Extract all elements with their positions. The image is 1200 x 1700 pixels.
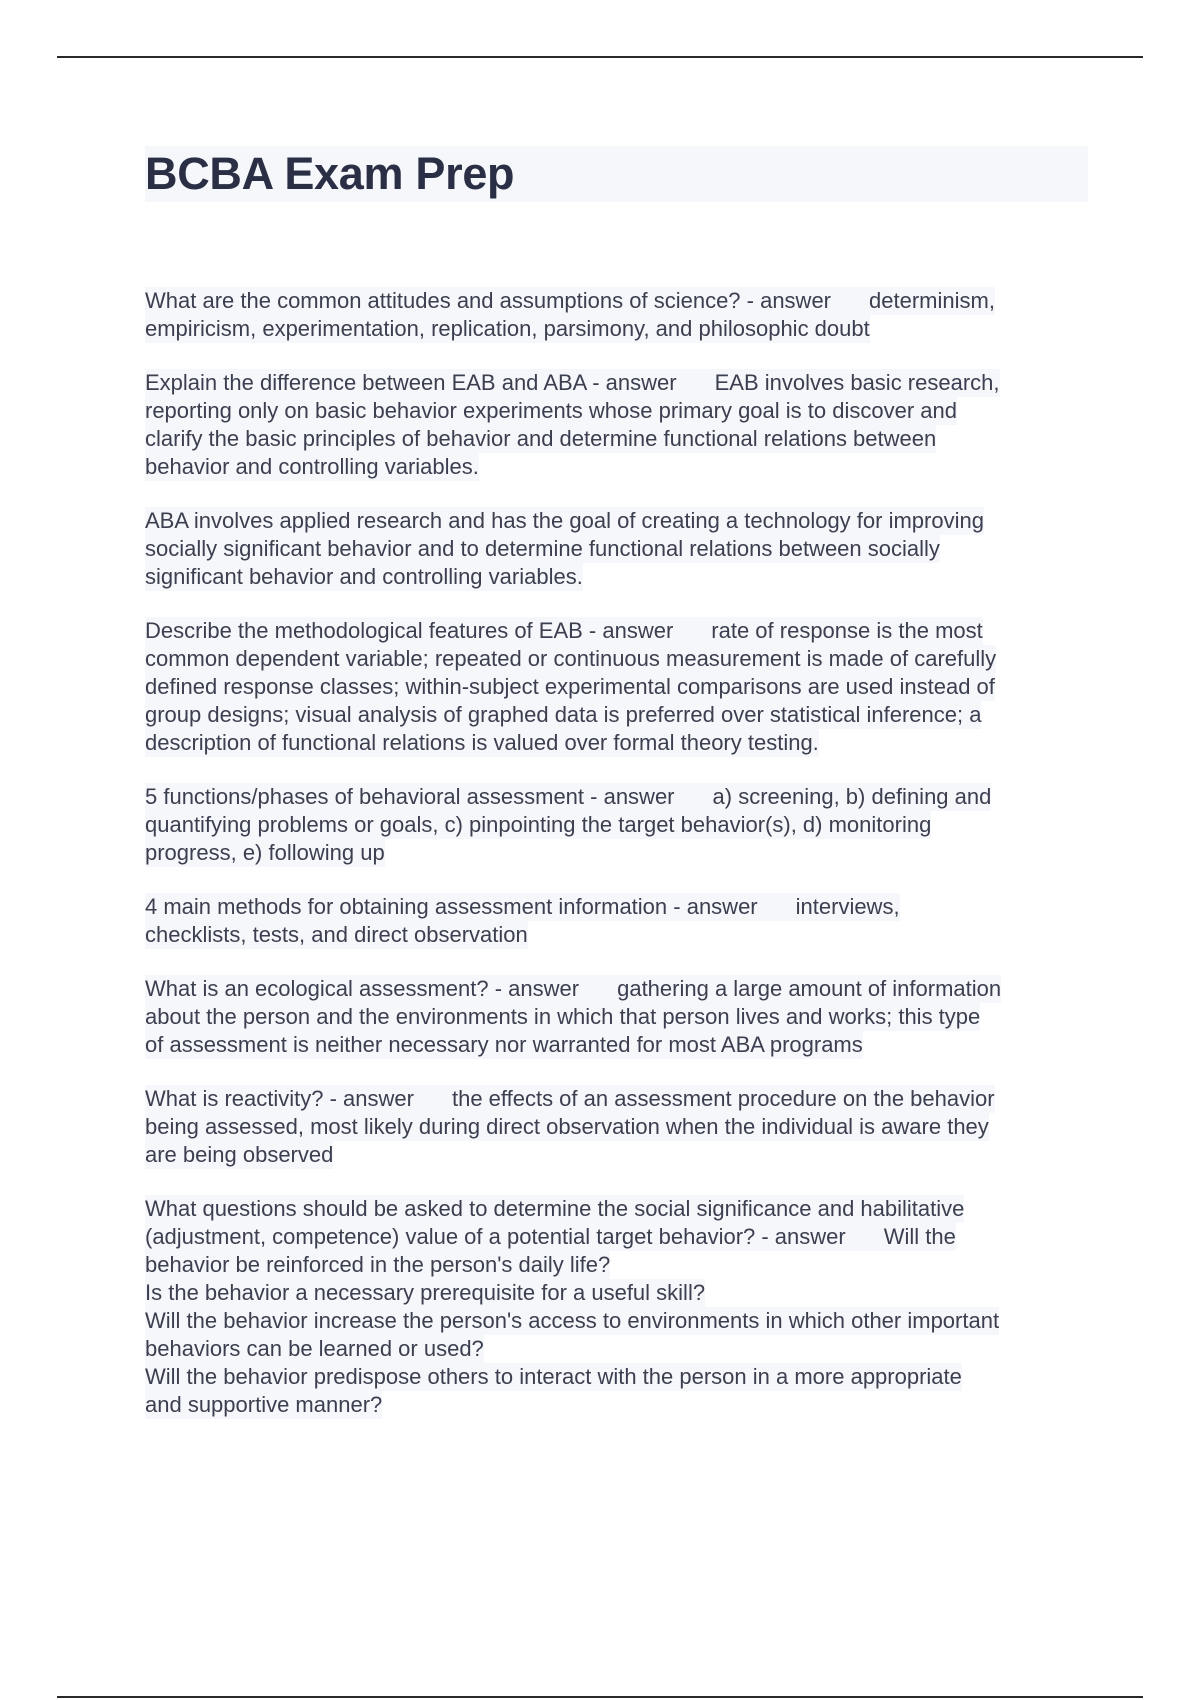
text-line [145, 729, 819, 757]
text-segment: about the person and the environments in which that person lives and works; this type [145, 1004, 981, 1029]
text-line [145, 369, 1000, 397]
text-line [145, 1141, 333, 1169]
text-line [145, 617, 983, 645]
text-segment: reporting only on basic behavior experiments whose primary goal is to discover and [145, 398, 957, 423]
text-segment: and supportive manner? [145, 1392, 383, 1417]
text-segment: Will the behavior predispose others to interact with the person in a more appropriate [145, 1364, 962, 1389]
text-line [145, 645, 996, 673]
text-segment: behavior be reinforced in the person's daily life? [145, 1252, 611, 1277]
text-line [145, 893, 900, 921]
qa-item [145, 369, 1088, 481]
top-rule [57, 56, 1143, 58]
answer-text: Will the [883, 1224, 956, 1249]
answer-text: EAB involves basic research, [714, 370, 1000, 395]
text-segment: significant behavior and controlling variables. [145, 564, 583, 589]
qa-item [145, 893, 1088, 949]
text-segment: progress, e) following up [145, 840, 385, 865]
text-segment: defined response classes; within-subject experimental comparisons are used instead of [145, 674, 995, 699]
text-line [145, 1363, 962, 1391]
text-line [145, 811, 931, 839]
text-line [145, 425, 936, 453]
text-segment: quantifying problems or goals, c) pinpointing the target behavior(s), d) monitoring [145, 812, 932, 837]
text-segment: socially significant behavior and to determine functional relations between socially [145, 536, 940, 561]
bottom-rule [57, 1696, 1143, 1698]
text-segment: are being observed [145, 1142, 334, 1167]
text-segment: Explain the difference between EAB and ABA - answer [145, 370, 677, 395]
text-line [145, 783, 991, 811]
text-line [145, 673, 995, 701]
text-line [145, 701, 981, 729]
answer-text: determinism, [869, 288, 995, 313]
text-segment: What is reactivity? - answer [145, 1086, 414, 1111]
text-line [145, 563, 583, 591]
qa-list [145, 287, 1088, 1419]
text-line [145, 453, 479, 481]
document-body [145, 146, 1088, 1445]
answer-text: rate of response is the most [711, 618, 983, 643]
text-line [145, 1223, 956, 1251]
text-line [145, 1307, 999, 1335]
answer-text: a) screening, b) defining and [712, 784, 992, 809]
qa-item [145, 1195, 1088, 1419]
text-line [145, 1279, 705, 1307]
text-line [145, 287, 995, 315]
qa-item [145, 783, 1088, 867]
text-line [145, 397, 957, 425]
text-segment: of assessment is neither necessary nor warranted for most ABA programs [145, 1032, 863, 1057]
text-segment: checklists, tests, and direct observation [145, 922, 528, 947]
text-segment: group designs; visual analysis of graphed data is preferred over statistical inference; a [145, 702, 982, 727]
text-line [145, 975, 1001, 1003]
text-line [145, 1031, 863, 1059]
text-segment: ABA involves applied research and has the goal of creating a technology for improving [145, 508, 984, 533]
qa-item [145, 287, 1088, 343]
text-segment: clarify the basic principles of behavior and determine functional relations between [145, 426, 937, 451]
text-segment: 4 main methods for obtaining assessment information - answer [145, 894, 758, 919]
text-segment: description of functional relations is valued over formal theory testing. [145, 730, 819, 755]
text-line [145, 535, 940, 563]
text-segment: Is the behavior a necessary prerequisite for a useful skill? [145, 1280, 706, 1305]
text-line [145, 921, 528, 949]
text-line [145, 1003, 980, 1031]
text-segment: What is an ecological assessment? - answer [145, 976, 580, 1001]
text-segment: Will the behavior increase the person's access to environments in which other important [145, 1308, 1000, 1333]
text-line [145, 1113, 989, 1141]
text-line [145, 1085, 995, 1113]
text-segment: empiricism, experimentation, replication, parsimony, and philosophic doubt [145, 316, 870, 341]
text-line [145, 1251, 610, 1279]
answer-text: interviews, [795, 894, 900, 919]
text-segment: behaviors can be learned or used? [145, 1336, 484, 1361]
text-segment: What are the common attitudes and assumptions of science? - answer [145, 288, 832, 313]
text-line [145, 1335, 484, 1363]
text-line [145, 1195, 964, 1223]
text-segment: behavior and controlling variables. [145, 454, 479, 479]
text-segment: being assessed, most likely during direct observation when the individual is aware they [145, 1114, 989, 1139]
qa-item [145, 617, 1088, 757]
text-line [145, 507, 984, 535]
text-segment: What questions should be asked to determine the social significance and habilitative [145, 1196, 965, 1221]
answer-text: the effects of an assessment procedure on the behavior [451, 1086, 995, 1111]
text-segment: common dependent variable; repeated or continuous measurement is made of carefully [145, 646, 997, 671]
text-segment: (adjustment, competence) value of a potential target behavior? - answer [145, 1224, 846, 1249]
text-segment: Describe the methodological features of EAB - answer [145, 618, 674, 643]
text-line [145, 839, 385, 867]
text-segment: 5 functions/phases of behavioral assessment - answer [145, 784, 675, 809]
qa-item [145, 975, 1088, 1059]
text-line [145, 1391, 382, 1419]
text-line [145, 315, 870, 343]
paragraph [145, 507, 1088, 591]
document-title: BCBA Exam Prep [145, 146, 1088, 202]
answer-text: gathering a large amount of information [617, 976, 1002, 1001]
qa-item [145, 1085, 1088, 1169]
